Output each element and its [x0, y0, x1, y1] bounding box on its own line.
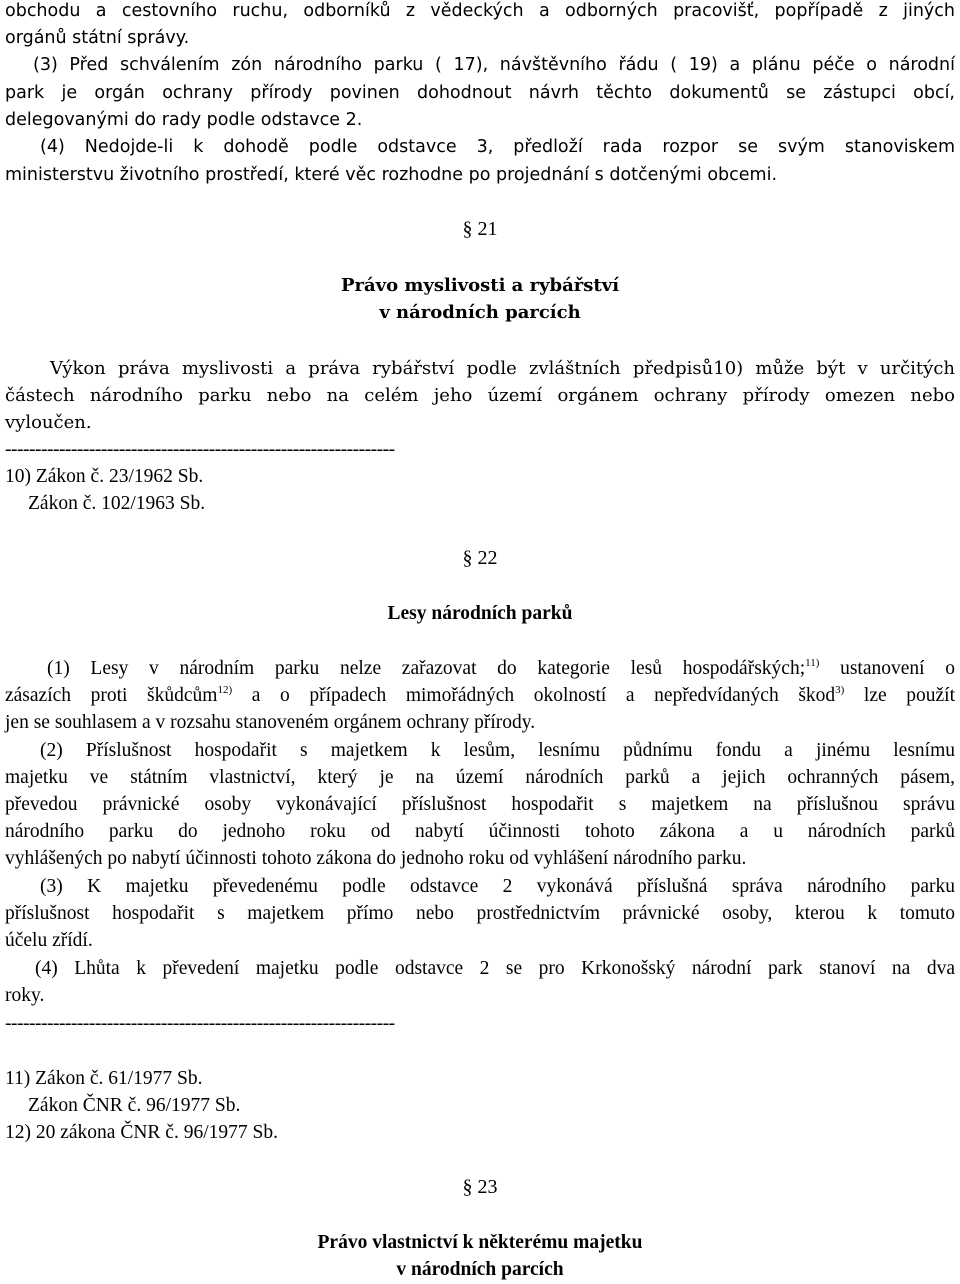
- text-line: Výkon práva myslivosti a práva rybářství podle zvláštních předpisů10) může být v určitých: [50, 358, 955, 379]
- text-line: [47, 655, 955, 682]
- text-line: převedou právnické osoby vykonávající příslušnost hospodařit s majetkem na příslušnou správu: [5, 794, 955, 815]
- footnote: 10) Zákon č. 23/1962 Sb.: [5, 466, 204, 487]
- footnote: 11) Zákon č. 61/1977 Sb.: [5, 1068, 203, 1089]
- text-line: vyloučen.: [5, 412, 92, 433]
- section-number: [5, 216, 955, 243]
- section-title: Právo myslivosti a rybářství: [340, 275, 620, 296]
- section-number-text: 22: [472, 547, 498, 569]
- section-title: v národních parcích: [379, 302, 581, 323]
- text-line: (4) Nedojde-li k dohodě podle odstavce 3, předloží rada rozpor se svým stanoviskem: [40, 137, 955, 157]
- text-line: majetku ve státním vlastnictví, který je na území národních parků a jejich ochranných pásem,: [5, 767, 955, 788]
- text-line: roky.: [5, 985, 45, 1006]
- footnote-ref: 3): [835, 684, 845, 696]
- section-title: v národních parcích: [396, 1259, 564, 1280]
- section-number: [5, 1174, 955, 1201]
- text-line: vyhlášených po nabytí účinnosti tohoto zákona do jednoho roku od vyhlášení národního parku.: [5, 848, 747, 869]
- text-line: orgánů státní správy.: [5, 28, 190, 48]
- text-line: ministerstvu životního prostředí, které věc rozhodne po projednání s dotčenými obcemi.: [5, 165, 778, 185]
- text-line: národního parku do jednoho roku od nabytí účinnosti tohoto zákona a u národních parků: [5, 821, 955, 842]
- text-line: obchodu a cestovního ruchu, odborníků z vědeckých a odborných pracovišť, popřípadě z jiných: [5, 1, 955, 21]
- text-line: (2) Příslušnost hospodařit s majetkem k lesům, lesnímu půdnímu fondu a jinému lesnímu: [40, 740, 955, 761]
- text-line: (4) Lhůta k převedení majetku podle odstavce 2 se pro Krkonošský národní park stanoví na dva: [35, 958, 955, 979]
- text-run: zásazích proti škůdcům: [5, 685, 218, 706]
- section-sign-icon: §: [462, 1176, 473, 1198]
- text-line: částech národního parku nebo na celém jeho území orgánem ochrany přírody omezen nebo: [5, 385, 955, 406]
- section-sign-icon: §: [462, 218, 473, 240]
- text-line: park je orgán ochrany přírody povinen dohodnout návrh těchto dokumentů se zástupci obcí,: [5, 83, 955, 103]
- section-sign-icon: §: [462, 547, 473, 569]
- footnote-ref: 12): [217, 684, 233, 696]
- text-line: (3) Před schválením zón národního parku ( 17), návštěvního řádu ( 19) a plánu péče o národní: [33, 55, 955, 75]
- text-run: a o případech mimořádných okolností a nepředvídaných škod: [232, 685, 836, 706]
- footnote: Zákon ČNR č. 96/1977 Sb.: [28, 1095, 241, 1116]
- section-number-text: 21: [472, 218, 498, 240]
- text-run: (1) Lesy v národním parku nelze zařazovat do kategorie lesů hospodářských;: [47, 658, 806, 679]
- footnote-rule: -----------------------------------------------------------------: [5, 439, 395, 460]
- text-line: (3) K majetku převedenému podle odstavce 2 vykonává příslušná správa národního parku: [40, 876, 955, 897]
- section-number-text: 23: [472, 1176, 498, 1198]
- text-line: jen se souhlasem a v rozsahu stanoveném orgánem ochrany přírody.: [5, 712, 536, 733]
- section-title: Právo vlastnictví k některému majetku: [317, 1232, 643, 1253]
- footnote: Zákon č. 102/1963 Sb.: [28, 493, 206, 514]
- section-title: Lesy národních parků: [387, 603, 573, 624]
- section-number: [5, 545, 955, 572]
- text-line: [5, 682, 955, 709]
- footnote-ref: 11): [805, 657, 820, 669]
- text-line: delegovanými do rady podle odstavce 2.: [5, 110, 363, 130]
- text-run: ustanovení o: [819, 658, 956, 679]
- footnote-rule: -----------------------------------------------------------------: [5, 1013, 395, 1034]
- text-line: příslušnost hospodařit s majetkem přímo nebo prostřednictvím právnické osoby, kterou k tomuto: [5, 903, 955, 924]
- text-run: lze použít: [844, 685, 955, 706]
- text-line: účelu zřídí.: [5, 930, 93, 951]
- footnote: 12) 20 zákona ČNR č. 96/1977 Sb.: [5, 1122, 278, 1143]
